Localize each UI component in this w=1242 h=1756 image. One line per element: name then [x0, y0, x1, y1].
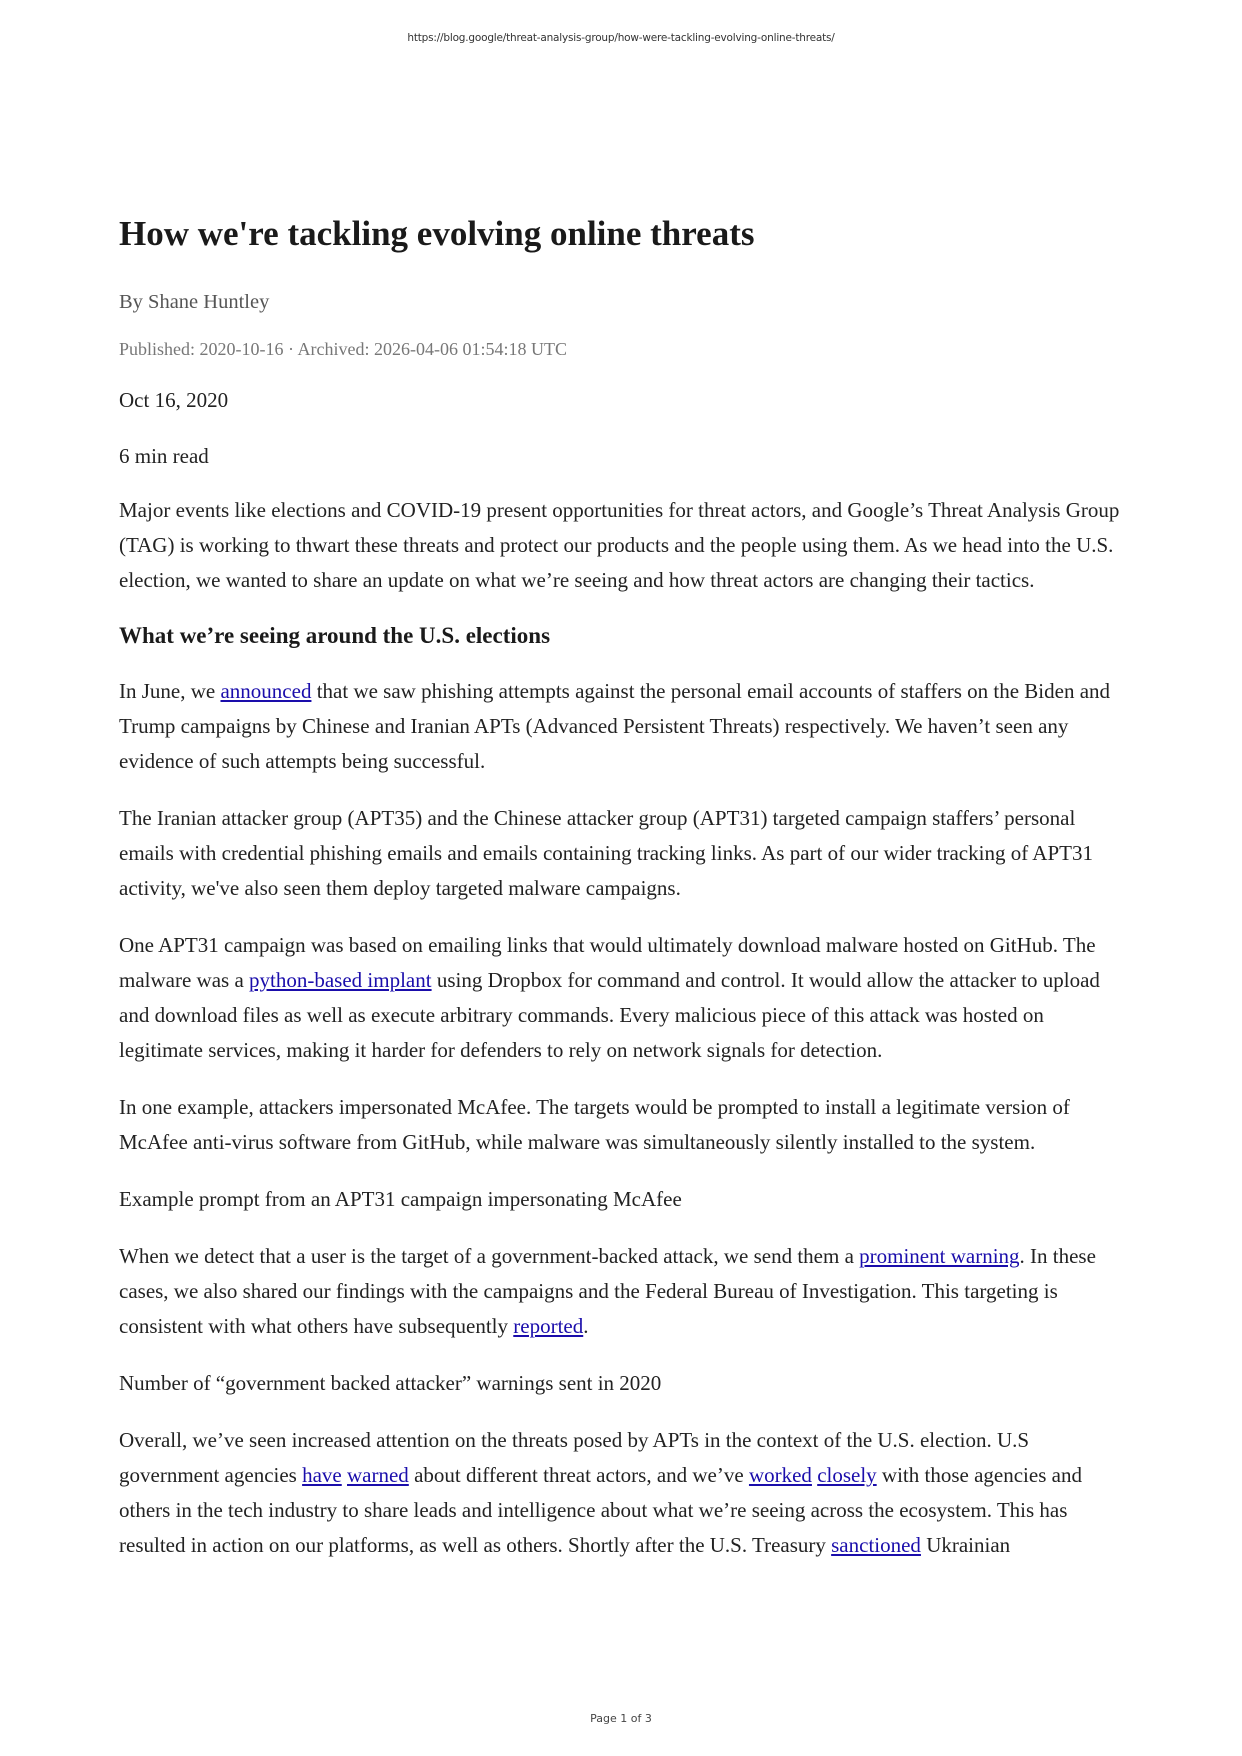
- link-python-based-implant[interactable]: python-based implant: [249, 968, 432, 992]
- text: that we saw phishing attempts against the personal email accounts of staffers on the Biden and Trump campaigns by Chinese and Iranian APTs (Advanced Persistent Threats) respectively. We haven’t seen any evidence of such attempts being successful.: [119, 679, 1111, 773]
- link-have[interactable]: have: [302, 1463, 342, 1487]
- paragraph-announced: [119, 674, 1129, 779]
- text: . In these cases, we also shared our findings with the campaigns and the Federal Bureau of Investigation. This targeting is consistent with what others have subsequently: [119, 1244, 1096, 1338]
- link-prominent-warning[interactable]: prominent warning: [859, 1244, 1020, 1268]
- text: with those agencies and others in the tech industry to share leads and intelligence about what we’re seeing across the ecosystem. This has resulted in action on our platforms, as well as others. Shortly after the U.S. Treasury: [119, 1463, 1082, 1557]
- text: about different threat actors, and we’ve: [408, 1463, 749, 1487]
- page-url-header: https://blog.google/threat-analysis-group/how-were-tackling-evolving-online-threats/: [407, 32, 835, 44]
- article-title: How we're tackling evolving online threats: [119, 214, 755, 253]
- paragraph-mcafee: In one example, attackers impersonated McAfee. The targets would be prompted to install a legitimate version of McAfee anti-virus software from GitHub, while malware was simultaneously silently installed to the system.: [119, 1095, 1070, 1154]
- article-byline: By Shane Huntley: [119, 291, 270, 313]
- link-sanctioned[interactable]: sanctioned: [831, 1533, 921, 1557]
- article: [119, 210, 1129, 1563]
- text: When we detect that a user is the target of a government-backed attack, we send them a: [119, 1244, 860, 1268]
- image-caption-warnings-chart: Number of “government backed attacker” warnings sent in 2020: [119, 1371, 662, 1395]
- paragraph-apt-groups: The Iranian attacker group (APT35) and the Chinese attacker group (APT31) targeted campaign staffers’ personal emails with credential phishing emails and emails containing tracking links. As part of our wider tracking of APT31 activity, we've also seen them deploy targeted malware campaigns.: [119, 806, 1093, 900]
- link-closely[interactable]: closely: [817, 1463, 877, 1487]
- text: .: [583, 1314, 589, 1338]
- image-caption-mcafee: Example prompt from an APT31 campaign impersonating McAfee: [119, 1187, 682, 1211]
- text: using Dropbox for command and control. It would allow the attacker to upload and download files as well as execute arbitrary commands. Every malicious piece of this attack was hosted on legitimate services, making it harder for defenders to rely on network signals for detection.: [119, 968, 1100, 1062]
- page-number: Page 1 of 3: [590, 1712, 652, 1725]
- read-time: 6 min read: [119, 444, 209, 468]
- section-heading: What we’re seeing around the U.S. elections: [119, 623, 551, 648]
- link-warned[interactable]: warned: [347, 1463, 409, 1487]
- article-date: Oct 16, 2020: [119, 388, 229, 412]
- article-meta: Published: 2020-10-16 · Archived: 2026-04-06 01:54:18 UTC: [119, 339, 567, 359]
- text: Ukrainian: [920, 1533, 1011, 1557]
- link-worked[interactable]: worked: [748, 1463, 812, 1487]
- text: Overall, we’ve seen increased attention on the threats posed by APTs in the context of the U.S. election. U.S government agencies: [119, 1428, 1030, 1487]
- paragraph-overall: [119, 1423, 1129, 1563]
- intro-paragraph: Major events like elections and COVID-19 present opportunities for threat actors, and Google’s Threat Analysis Group (TAG) is working to thwart these threats and protect our products and the people using them. As we head into the U.S. election, we wanted to share an update on what we’re seeing and how threat actors are changing their tactics.: [119, 498, 1120, 592]
- text: One APT31 campaign was based on emailing links that would ultimately download malware hosted on GitHub. The malware was a: [119, 933, 1096, 992]
- link-reported[interactable]: reported: [513, 1314, 584, 1338]
- paragraph-apt31-campaign: [119, 928, 1129, 1068]
- text: In June, we: [119, 679, 221, 703]
- paragraph-warnings: [119, 1239, 1129, 1344]
- link-announced[interactable]: announced: [220, 679, 312, 703]
